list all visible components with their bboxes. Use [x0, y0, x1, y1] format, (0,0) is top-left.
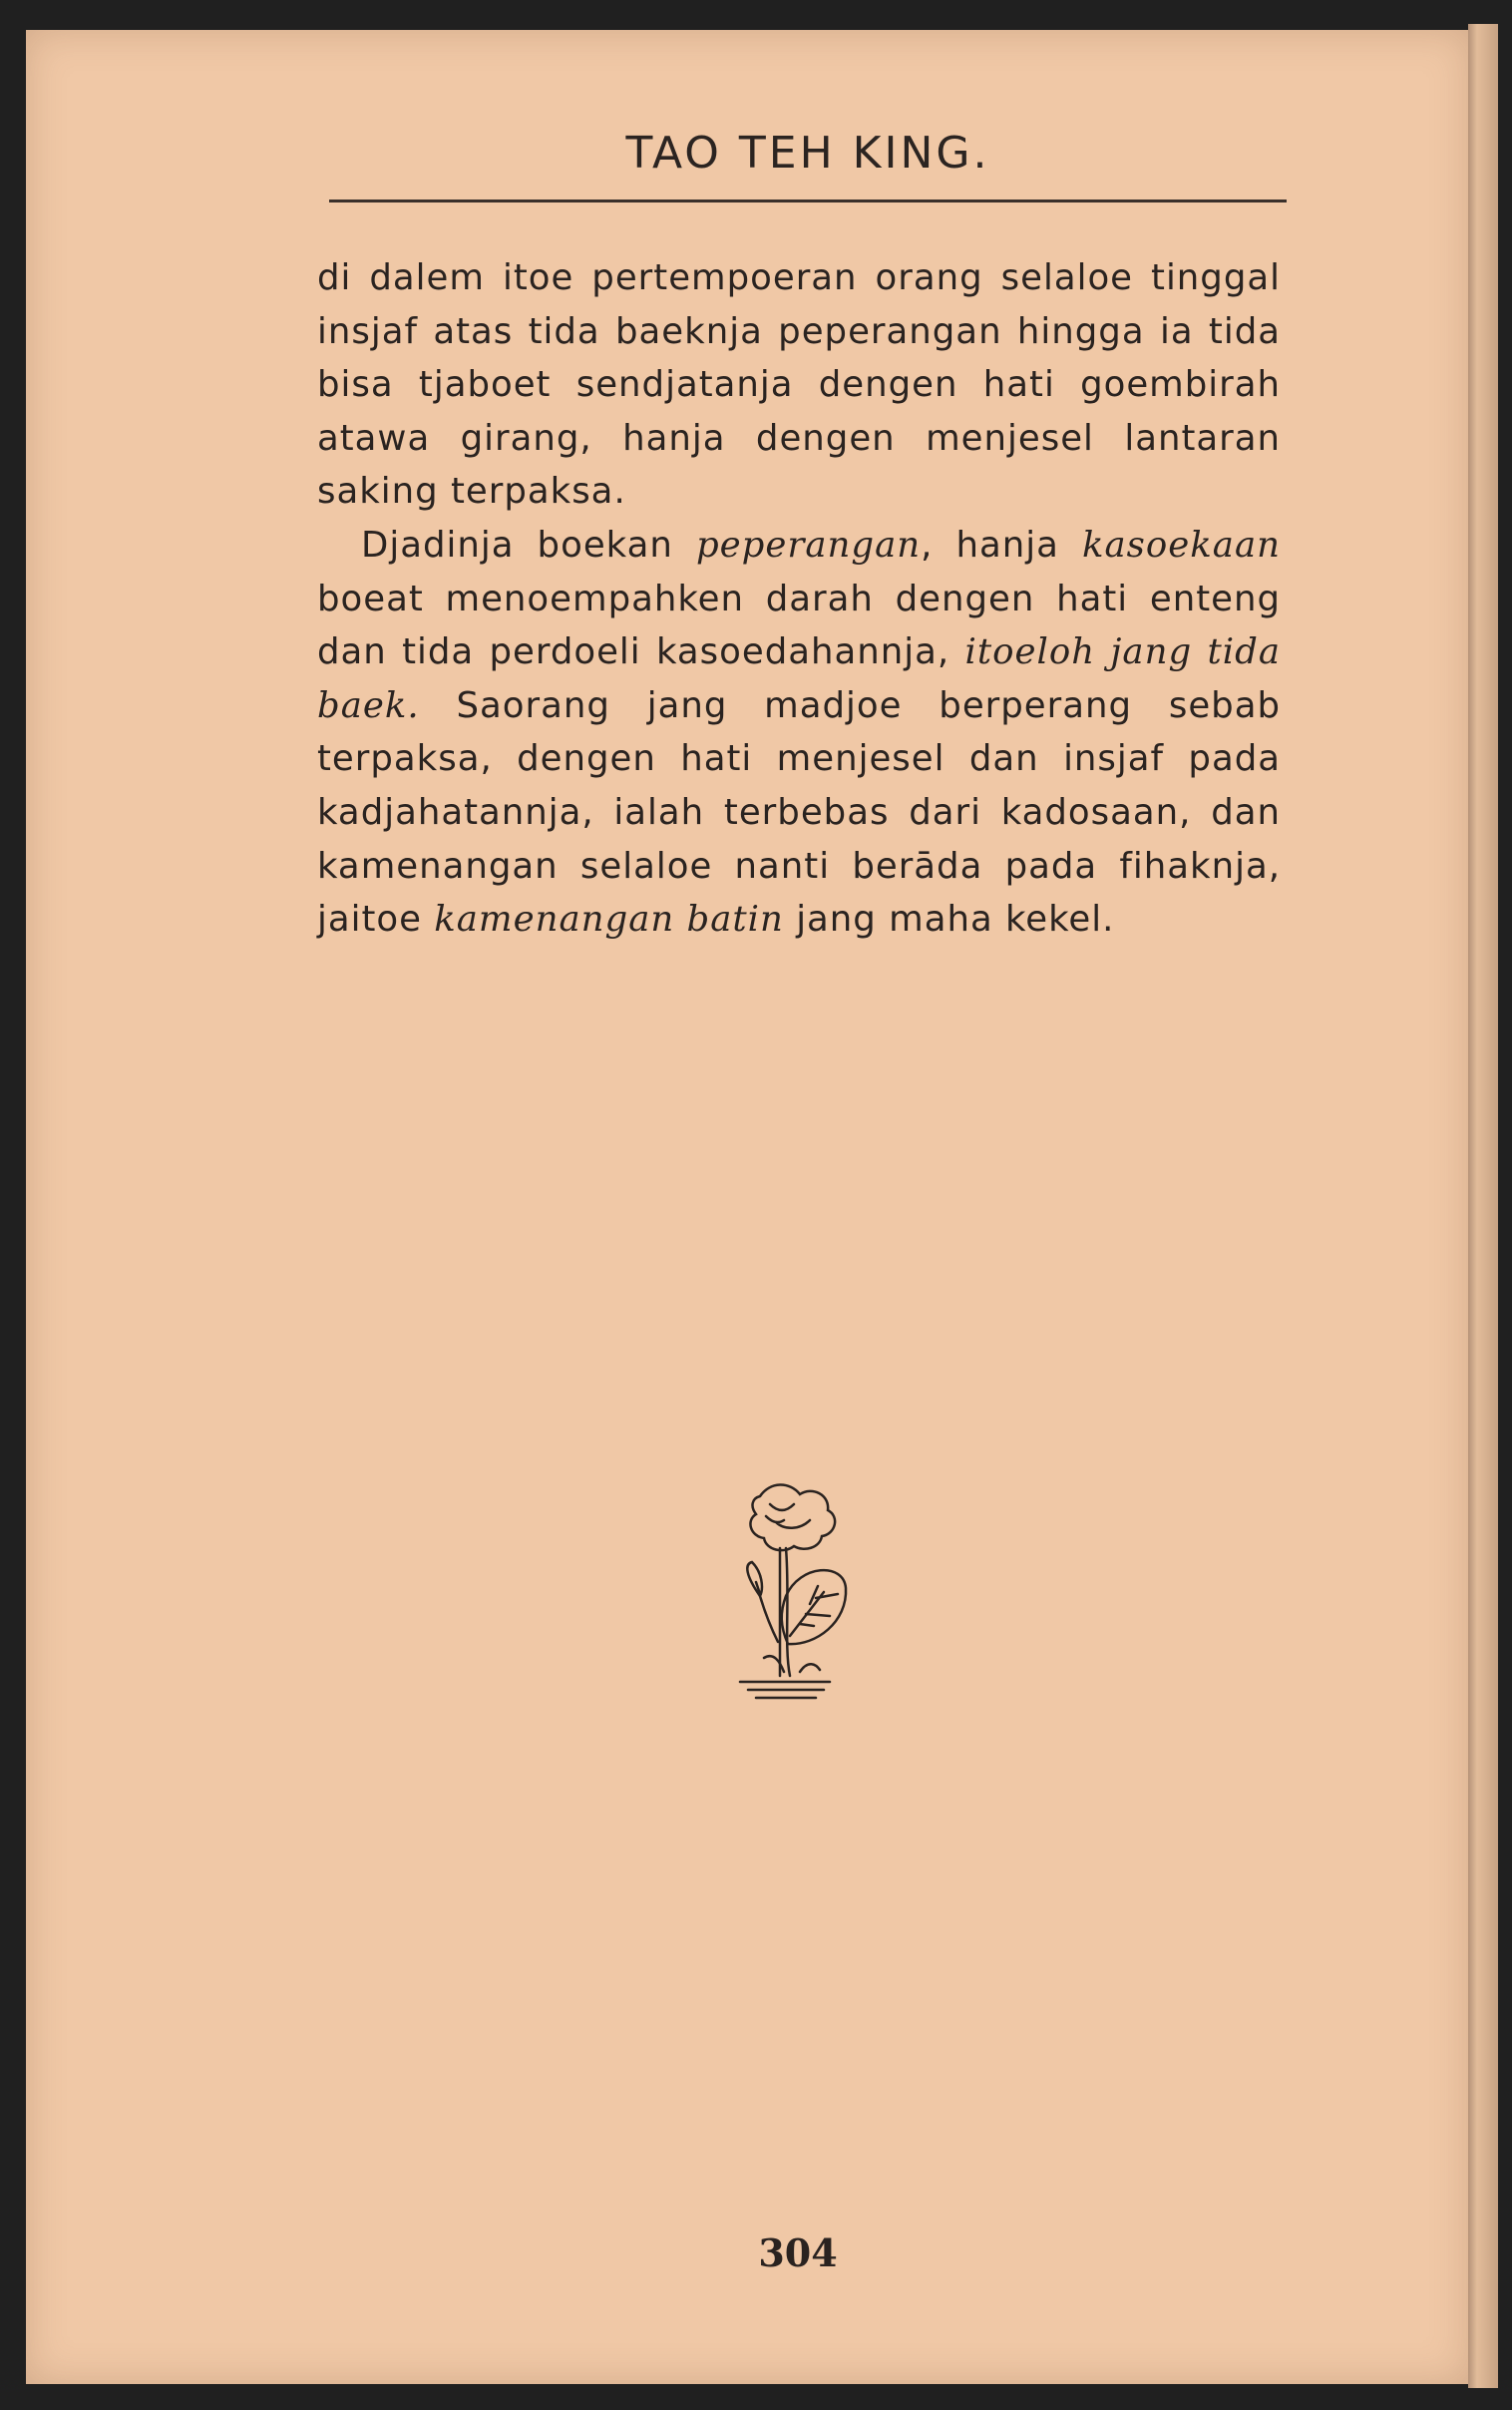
paragraph-2	[317, 519, 1281, 947]
paragraph-1: di dalem itoe pertempoeran orang selaloe tinggal insjaf atas tida baeknja peperangan hingga ia tida bisa tjaboet sendjatanja dengen hati goembirah atawa girang, hanja dengen menjesel lantaran saking terpaksa.	[317, 257, 1281, 513]
plant-ornament-icon	[720, 1476, 850, 1716]
text-run: , hanja	[921, 524, 1082, 566]
italic-term: kasoekaan	[1082, 524, 1281, 566]
italic-term: kamenangan batin	[434, 899, 784, 941]
header-rule	[329, 200, 1287, 202]
page-number: 304	[758, 2230, 838, 2275]
italic-term: peperangan	[695, 524, 922, 566]
text-run: jang maha kekel.	[783, 899, 1115, 941]
running-title: TAO TEH KING.	[625, 128, 990, 179]
text-run: Djadinja boekan	[361, 524, 696, 566]
text-run: boeat menoempahken darah dengen hati enteng dan tida perdoeli kasoedahannja,	[317, 578, 1281, 673]
page-edge	[1468, 24, 1498, 2388]
page-header	[329, 128, 1287, 207]
body-text	[317, 251, 1281, 947]
text-run: Saorang jang madjoe berperang sebab terpaksa, dengen hati menjesel dan insjaf pada kadjahatannja, ialah terbebas dari kadosaan, dan kamenangan selaloe nanti berāda pada fihaknja, jaitoe	[317, 684, 1281, 941]
italic-term: itoeloh jang tida baek.	[317, 631, 1281, 726]
